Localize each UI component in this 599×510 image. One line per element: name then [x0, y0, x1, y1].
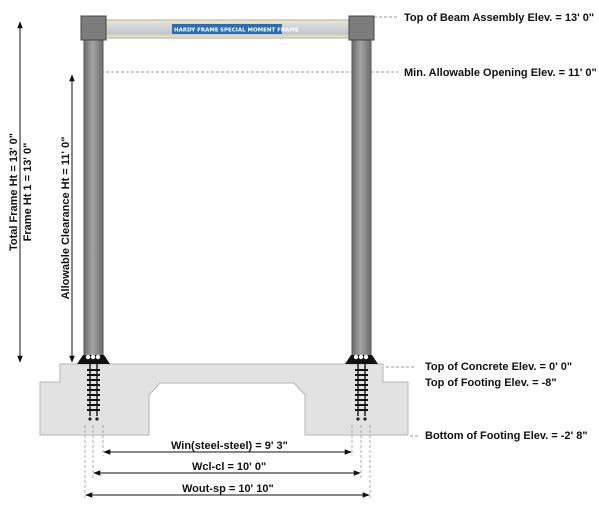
wcl-label: Wcl-cl = 10' 0" — [192, 461, 267, 473]
beam-assembly — [104, 20, 351, 38]
allowable-clearance-label: Allowable Clearance Ht = 11' 0" — [60, 136, 72, 300]
frame-ht-1-label: Frame Ht 1 = 13' 0" — [22, 142, 34, 242]
bottom-of-footing-label: Bottom of Footing Elev. = -2' 8" — [425, 430, 588, 442]
top-of-beam-label: Top of Beam Assembly Elev. = 13' 0" — [404, 12, 595, 24]
top-of-concrete-label: Top of Concrete Elev. = 0' 0" — [425, 361, 573, 373]
left-column — [84, 34, 103, 356]
right-beam-end-block — [349, 16, 374, 40]
right-column — [352, 34, 371, 356]
top-of-footing-label: Top of Footing Elev. = -8" — [425, 377, 557, 389]
win-label: Win(steel-steel) = 9' 3" — [171, 440, 288, 452]
wout-label: Wout-sp = 10' 10" — [182, 483, 274, 495]
beam-label-product: SPECIAL MOMENT FRAME — [220, 27, 299, 34]
total-frame-ht-label: Total Frame Ht = 13' 0" — [8, 133, 20, 251]
left-beam-end-block — [81, 16, 106, 40]
beam-label-brand: HARDY FRAME — [174, 27, 219, 34]
min-opening-label: Min. Allowable Opening Elev. = 11' 0" — [404, 67, 597, 79]
